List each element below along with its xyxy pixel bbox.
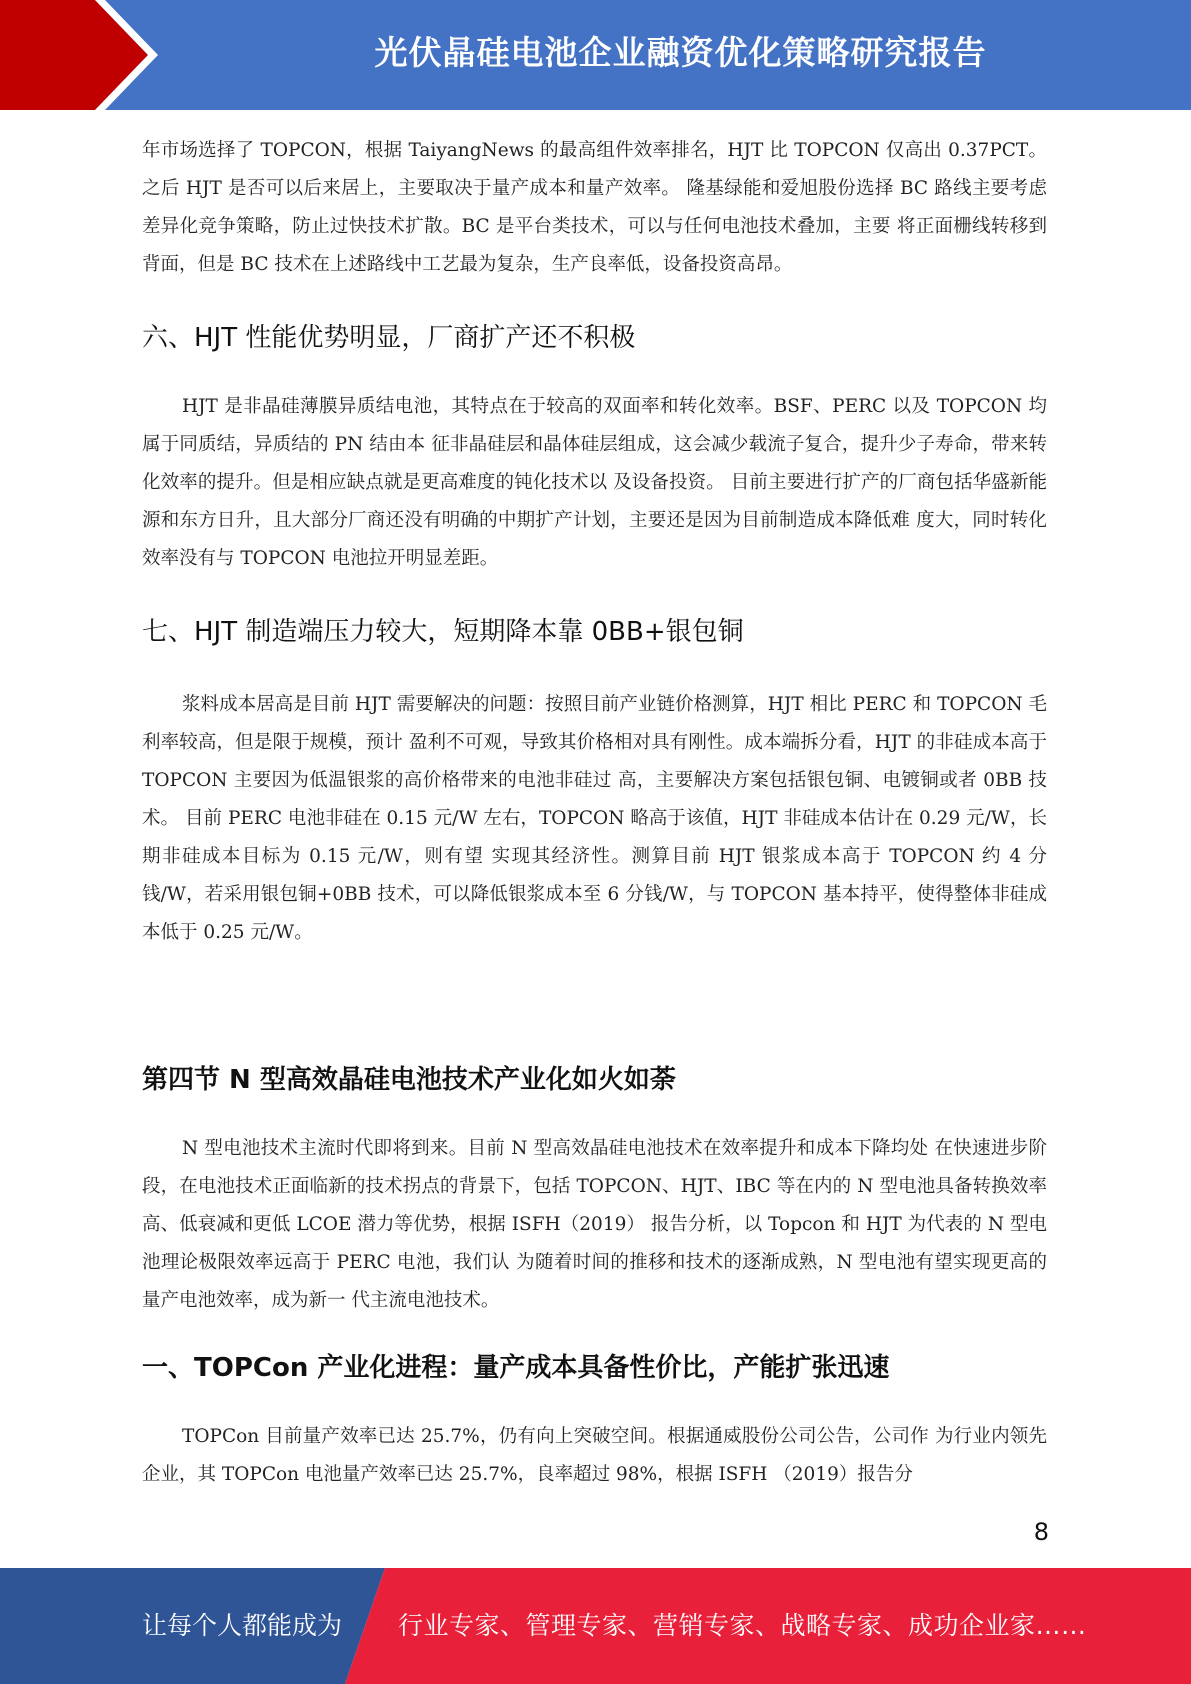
paragraph-hjt-cost: 浆料成本居高是目前 HJT 需要解决的问题：按照目前产业链价格测算，HJT 相比 PERC 和 TOPCON 毛利率较高，但是限于规模，预计 盈利不可观，导致其价格相对具有刚性。成本端拆分看，HJT 的非硅成本高于 TOPCON 主要因为低温银浆的高价格带来的电池非硅过 高，主要解决方案包括银包铜、电镀铜或者 0BB 技术。 目前 PERC 电池非硅在 0.15 元/W 左右，TOPCON 略高于该值，HJT 非硅成本估计在 0.29 元/W，长期非硅成本目标为 0.15 元/W，则有望 实现其经济性。测算目前 HJT 银浆成本高于 TOPCON 约 4 分钱/W，若采用银包铜+0BB 技术，可以降低银浆成本至 6 分钱/W，与 TOPCON 基本持平，使得整体非硅成本低于 0.25 元/W。 <box>142 694 1047 943</box>
paragraph-n-type: N 型电池技术主流时代即将到来。目前 N 型高效晶硅电池技术在效率提升和成本下降均处 在快速进步阶段，在电池技术正面临新的技术拐点的背景下，包括 TOPCON、HJT、IBC 等在内的 N 型电池具备转换效率高、低衰减和更低 LCOE 潜力等优势，根据 ISFH（2019） 报告分析，以 Topcon 和 HJT 为代表的 N 型电池理论极限效率远高于 PERC 电池，我们认 为随着时间的推移和技术的逐渐成熟，N 型电池有望实现更高的量产电池效率，成为新一 代主流电池技术。 <box>142 1138 1047 1311</box>
heading-topcon: 一、TOPCon 产业化进程：量产成本具备性价比，产能扩张迅速 <box>142 1353 890 1383</box>
paragraph-topcon: TOPCon 目前量产效率已达 25.7%，仍有向上突破空间。根据通威股份公司公告，公司作 为行业内领先企业，其 TOPCon 电池量产效率已达 25.7%，良率超过 98%，根据 ISFH （2019）报告分 <box>142 1426 1047 1485</box>
page-number: 8 <box>1033 1518 1049 1546</box>
header-chevron-decoration <box>0 0 160 110</box>
heading-section-6: 六、HJT 性能优势明显，厂商扩产还不积极 <box>142 323 636 353</box>
report-title: 光伏晶硅电池企业融资优化策略研究报告 <box>374 33 987 72</box>
paragraph-hjt-advantages: HJT 是非晶硅薄膜异质结电池，其特点在于较高的双面率和转化效率。BSF、PERC 以及 TOPCON 均属于同质结，异质结的 PN 结由本 征非晶硅层和晶体硅层组成，这会减少载流子复合，提升少子寿命，带来转化效率的提升。但是相应缺点就是更高难度的钝化技术以 及设备投资。 目前主要进行扩产的厂商包括华盛新能源和东方日升，且大部分厂商还没有明确的中期扩产计划，主要还是因为目前制造成本降低难 度大，同时转化效率没有与 TOPCON 电池拉开明显差距。 <box>142 396 1047 569</box>
footer-slogan-right: 行业专家、管理专家、营销专家、战略专家、成功企业家…… <box>398 1611 1087 1640</box>
document-body <box>142 132 1047 1494</box>
heading-section-7: 七、HJT 制造端压力较大，短期降本靠 0BB+银包铜 <box>142 617 744 647</box>
heading-section-4: 第四节 N 型高效晶硅电池技术产业化如火如荼 <box>142 1065 676 1095</box>
chevron-red-shape <box>0 0 148 110</box>
footer-slogan-left: 让每个人都能成为 <box>142 1611 343 1640</box>
page-footer <box>0 1568 1191 1684</box>
paragraph-intro: 年市场选择了 TOPCON，根据 TaiyangNews 的最高组件效率排名，HJT 比 TOPCON 仅高出 0.37PCT。之后 HJT 是否可以后来居上，主要取决于量产成本和量产效率。 隆基绿能和爱旭股份选择 BC 路线主要考虑差异化竞争策略，防止过快技术扩散。BC 是平台类技术，可以与任何电池技术叠加，主要 将正面栅线转移到背面，但是 BC 技术在上述路线中工艺最为复杂，生产良率低，设备投资高昂。 <box>142 140 1047 275</box>
page-header <box>0 0 1191 110</box>
